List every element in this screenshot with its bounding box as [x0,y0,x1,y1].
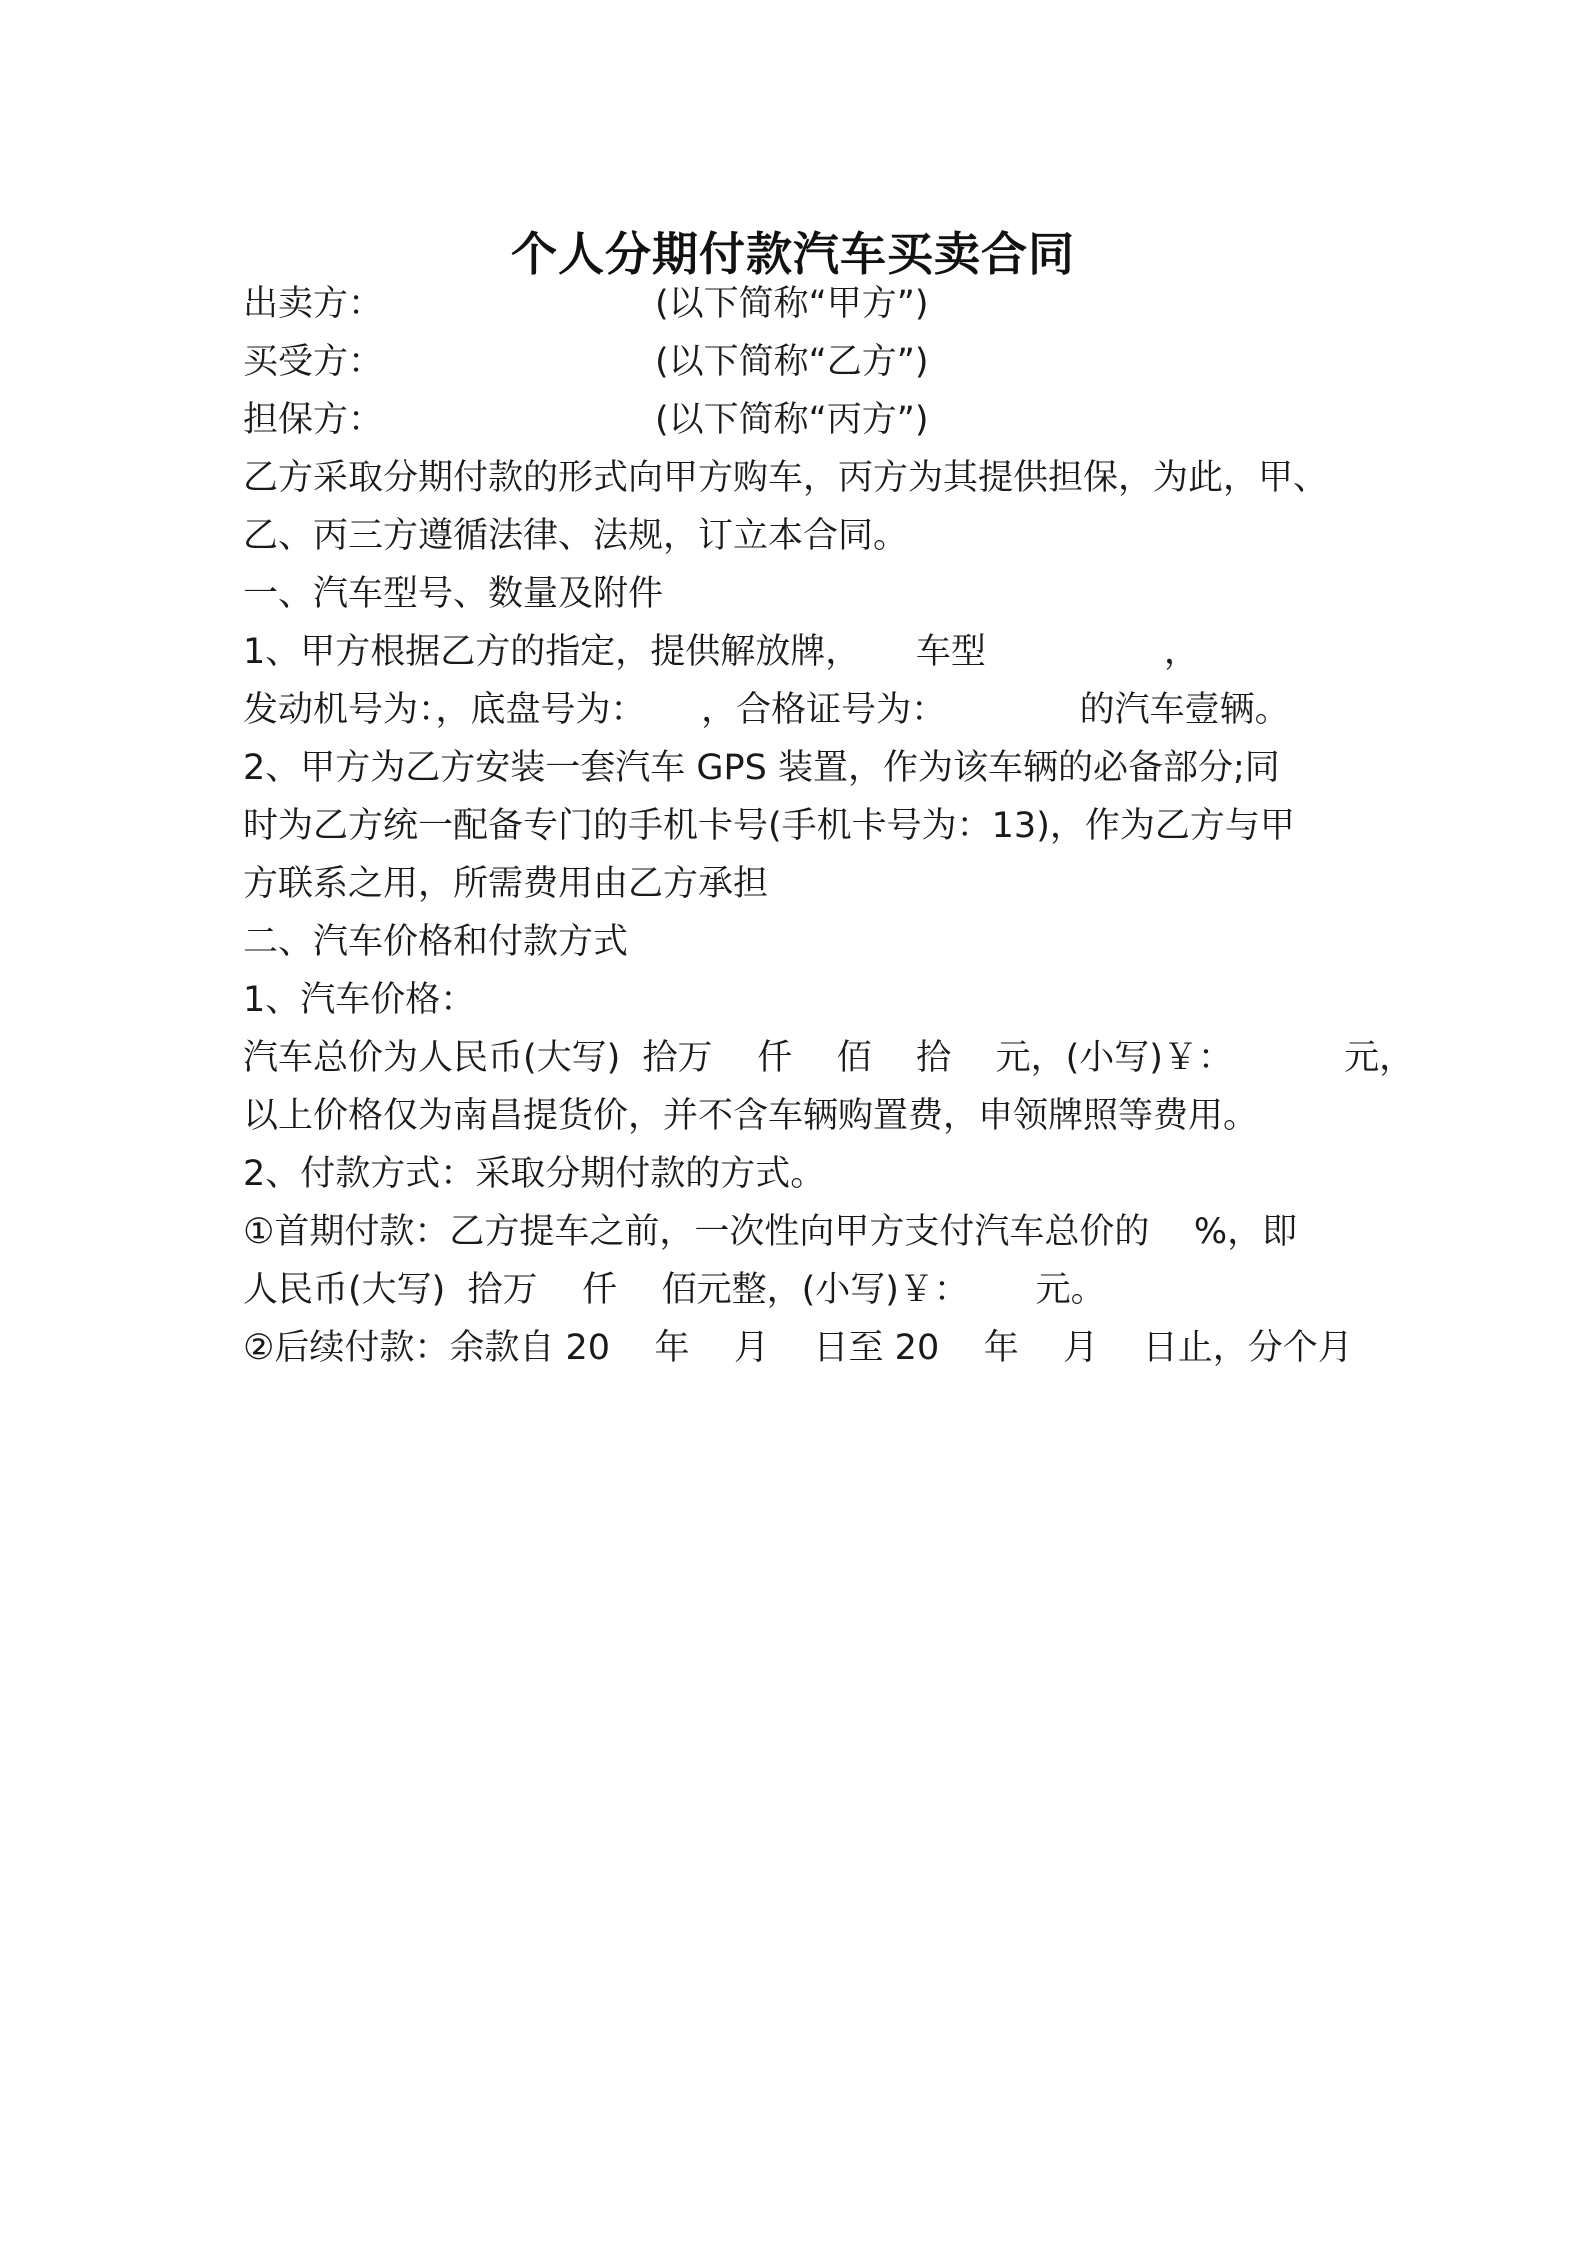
buyer-note: (以下简称“乙方”) [655,342,929,382]
guarantor-note: (以下简称“丙方”) [655,400,929,440]
body-line: 乙方采取分期付款的形式向甲方购车，丙方为其提供担保，为此，甲、 [243,458,1329,498]
body-line: ②后续付款：余款自 20 年 月 日至 20 年 月 日止，分个月 [243,1328,1353,1368]
body-line: 1、汽车价格： [243,980,476,1020]
body-line: 乙、丙三方遵循法律、法规，订立本合同。 [243,516,909,556]
body-line: 方联系之用，所需费用由乙方承担 [243,864,769,904]
body-line: 以上价格仅为南昌提货价，并不含车辆购置费，申领牌照等费用。 [243,1096,1259,1136]
page-title: 个人分期付款汽车买卖合同 [511,227,1075,281]
section-heading: 一、汽车型号、数量及附件 [243,574,664,614]
body-line: 时为乙方统一配备专门的手机卡号(手机卡号为：13)，作为乙方与甲 [243,806,1295,846]
section-heading: 二、汽车价格和付款方式 [243,922,629,962]
body-line: 2、付款方式：采取分期付款的方式。 [243,1154,826,1194]
body-line: 1、甲方根据乙方的指定，提供解放牌， 车型 ， [243,632,1199,672]
body-line: 2、甲方为乙方安装一套汽车 GPS 装置，作为该车辆的必备部分;同 [243,748,1280,788]
seller-label: 出卖方： [243,284,384,324]
buyer-label: 买受方： [243,342,384,382]
seller-note: (以下简称“甲方”) [655,284,929,324]
body-line: ①首期付款：乙方提车之前，一次性向甲方支付汽车总价的 %，即 [243,1212,1298,1252]
body-line: 汽车总价为人民币(大写) 拾万 仟 佰 拾 元，(小写)￥： 元， [243,1038,1415,1078]
body-line: 发动机号为：，底盘号为： ，合格证号为： 的汽车壹辆。 [243,690,1290,730]
body-line: 人民币(大写) 拾万 仟 佰元整，(小写)￥： 元。 [243,1270,1106,1310]
guarantor-label: 担保方： [243,400,384,440]
